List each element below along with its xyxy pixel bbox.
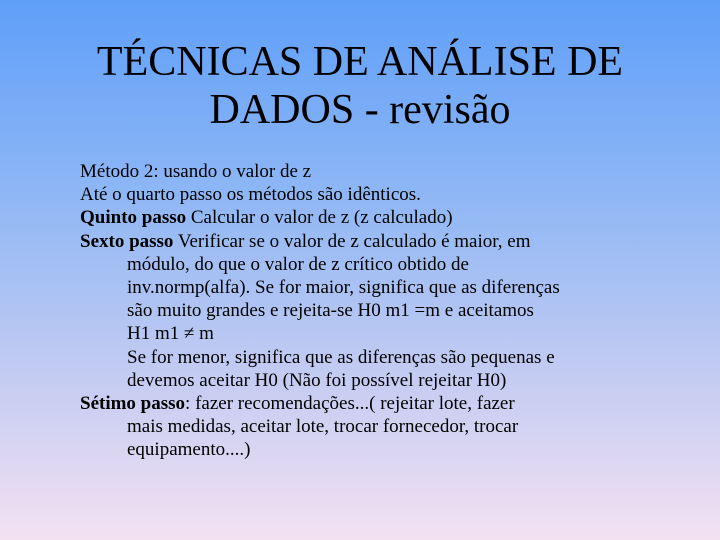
slide-title	[40, 38, 680, 134]
step-seven-label: Sétimo passo	[80, 393, 186, 415]
step-five-label: Quinto passo	[80, 207, 187, 229]
step-six-line-6: Se for menor, significa que as diferenças são pequenas e	[127, 346, 555, 368]
steps-identical-line: Até o quarto passo os métodos são idênticos.	[80, 184, 421, 206]
step-five-text: Calcular o valor de z (z calculado)	[186, 207, 453, 229]
title-line-1: TÉCNICAS DE ANÁLISE DE	[96, 39, 624, 85]
step-six-line-5: H1 m1 ≠ m	[127, 323, 214, 345]
step-five	[80, 206, 690, 229]
step-seven-line-2: mais medidas, aceitar lote, trocar fornecedor, trocar	[127, 416, 519, 438]
method-line: Método 2: usando o valor de z	[80, 161, 312, 182]
step-six-text: Verificar se o valor de z calculado é maior, em	[173, 230, 531, 252]
step-six-label: Sexto passo	[80, 230, 174, 252]
step-six-line-4: são muito grandes e rejeita-se H0 m1 =m e aceitamos	[127, 300, 534, 322]
step-six-line-7: devemos aceitar H0 (Não foi possível rejeitar H0)	[127, 369, 507, 391]
step-seven	[80, 392, 690, 415]
step-six-line-3: inv.normp(alfa). Se for maior, significa que as diferenças	[127, 277, 560, 299]
step-six	[80, 230, 690, 253]
title-line-2: DADOS - revisão	[209, 87, 511, 133]
slide-body	[80, 160, 690, 462]
step-seven-text: : fazer recomendações...( rejeitar lote, fazer	[185, 393, 515, 415]
step-six-line-2: módulo, do que o valor de z crítico obtido de	[127, 253, 469, 275]
step-seven-line-3: equipamento....)	[127, 439, 251, 461]
